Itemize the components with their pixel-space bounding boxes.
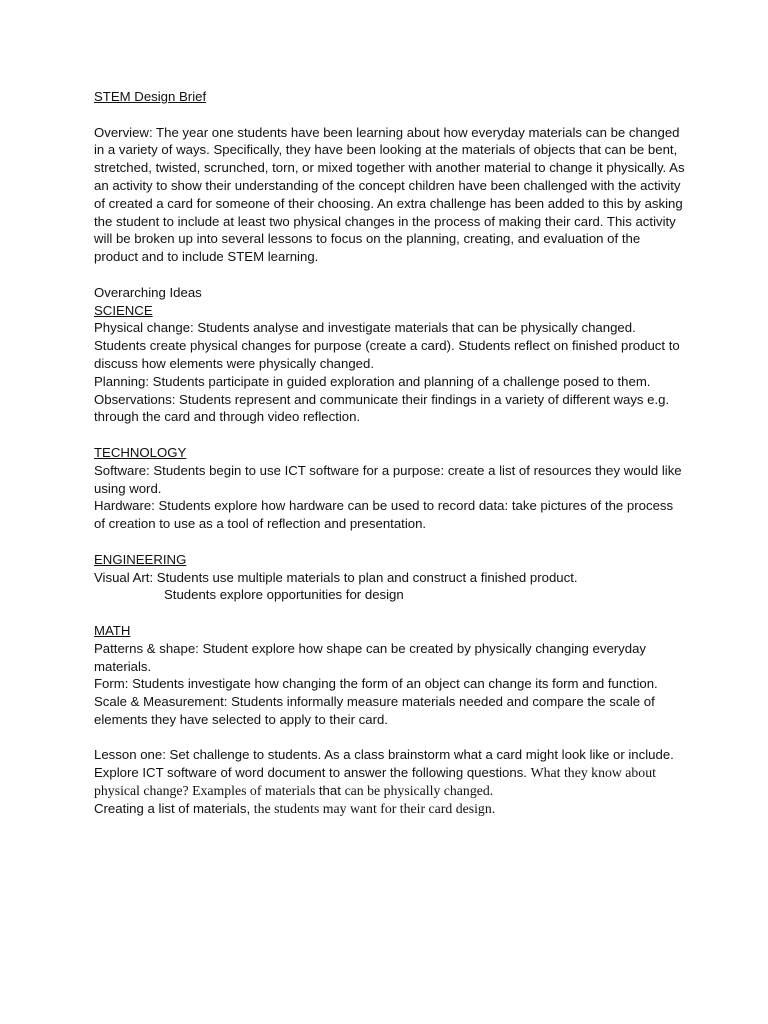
engineering-visual-art-continued: Students explore opportunities for design [164,587,404,603]
science-physical-change: Physical change: Students analyse and investigate materials that can be physically changed. Students create physical changes for purpose (create a card). Students reflect on finished product to discuss how elements were physically changed. [94,320,680,371]
technology-hardware: Hardware: Students explore how hardware can be used to record data: take pictures of the process of creation to use as a tool of reflection and presentation. [94,498,674,532]
math-heading: MATH [94,622,131,638]
science-observations: Observations: Students represent and communicate their findings in a variety of different ways e.g. through the card and through video reflection. [94,391,670,425]
document-body [94,88,686,818]
math-patterns: Patterns & shape: Student explore how shape can be created by physically changing everyday materials. [94,640,647,674]
lesson-one-text: that [318,783,345,799]
spacer [94,604,686,622]
lesson-one-questions: the students [253,800,323,816]
technology-software: Software: Students begin to use ICT software for a purpose: create a list of resources they would like using word. [94,462,682,496]
lesson-one-questions: can be physically changed. [344,783,494,799]
math-form: Form: Students investigate how changing the form of an object can change its form and function. [94,676,658,692]
overarching-ideas-label: Overarching Ideas [94,284,202,300]
engineering-visual-art: Visual Art: Students use multiple materials to plan and construct a finished product. [94,569,578,585]
spacer [94,106,686,124]
spacer [94,533,686,551]
spacer [94,729,686,747]
science-planning: Planning: Students participate in guided exploration and planning of a challenge posed to them. [94,373,651,389]
math-scale: Scale & Measurement: Students informally measure materials needed and compare the scale of elements they have selected to apply to their card. [94,694,655,727]
technology-heading: TECHNOLOGY [94,444,187,460]
lesson-one-text: Lesson one: Set challenge to students. As a class brainstorm what a card might look like or include. Explore ICT software of word document to answer the following questions. [94,747,674,781]
lesson-one-questions: What they know about physical change? Examples of materials [94,765,656,799]
engineering-heading: ENGINEERING [94,551,187,567]
lesson-one-paragraph [94,746,686,817]
lesson-one-questions: may want for their card design. [322,800,496,816]
spacer [94,266,686,284]
lesson-one-text: Creating a list of materials, [94,800,254,816]
science-heading: SCIENCE [94,302,153,318]
document-title: STEM Design Brief [94,89,207,104]
overview-paragraph: Overview: The year one students have been learning about how everyday materials can be changed in a variety of ways. Specifically, they have been looking at the materials of objects that can be bent, stretched, twisted, scrunched, torn, or mixed together with another material to change it physically. As an activity to show their understanding of the concept children have been challenged with the activity of created a card for someone of their choosing. An extra challenge has been added to this by asking the student to include at least two physical changes in the process of making their card. This activity will be broken up into several lessons to focus on the planning, creating, and evaluation of the product and to include STEM learning. [94,124,685,265]
spacer [94,426,686,444]
